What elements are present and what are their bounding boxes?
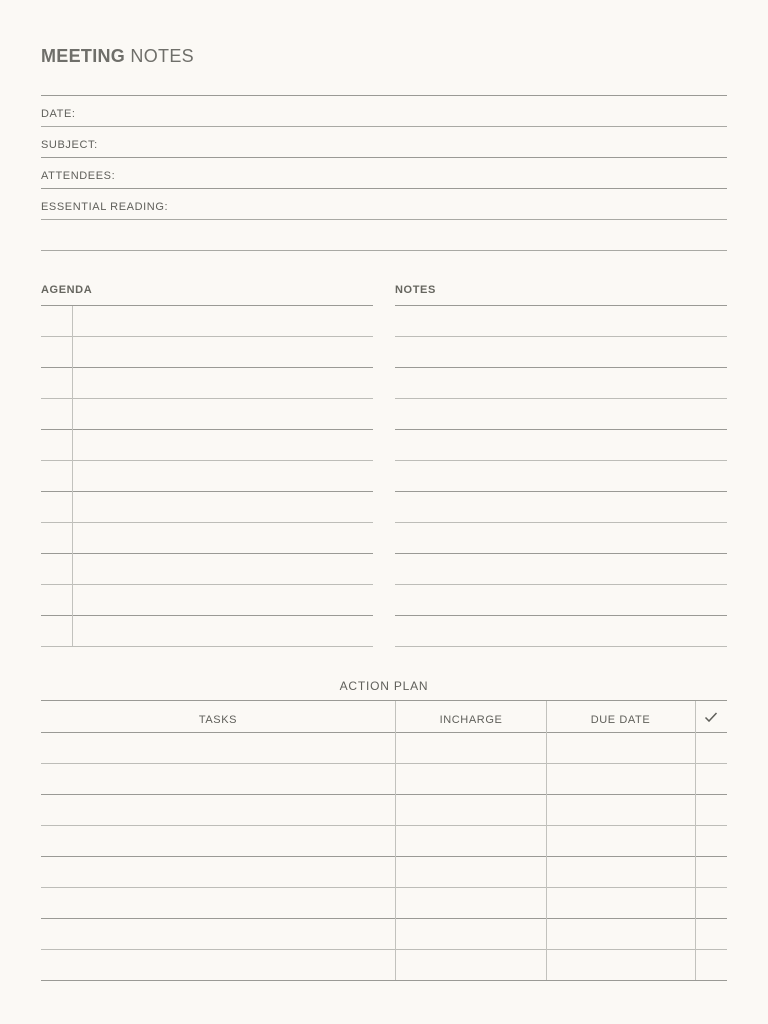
date-line[interactable]: [41, 126, 727, 127]
notes-line[interactable]: [395, 553, 727, 554]
duedate-check-divider: [695, 701, 696, 980]
action-plan-heading: ACTION PLAN: [339, 679, 429, 693]
notes-line[interactable]: [395, 305, 727, 306]
title-bold: MEETING: [41, 46, 126, 66]
incharge-column-header: INCHARGE: [439, 714, 503, 726]
checkmark-icon: [704, 711, 718, 723]
essential-reading-line-2[interactable]: [41, 250, 727, 251]
notes-line[interactable]: [395, 491, 727, 492]
agenda-line[interactable]: [41, 553, 373, 554]
notes-line[interactable]: [395, 367, 727, 368]
notes-line[interactable]: [395, 460, 727, 461]
agenda-heading: AGENDA: [41, 284, 93, 296]
agenda-line[interactable]: [41, 584, 373, 585]
notes-line[interactable]: [395, 522, 727, 523]
agenda-line[interactable]: [41, 646, 373, 647]
agenda-line[interactable]: [41, 336, 373, 337]
agenda-line[interactable]: [41, 367, 373, 368]
date-label: DATE:: [41, 108, 76, 120]
notes-line[interactable]: [395, 584, 727, 585]
tasks-incharge-divider: [395, 701, 396, 980]
action-row-line[interactable]: [41, 918, 727, 919]
attendees-label: ATTENDEES:: [41, 170, 116, 182]
title-light: NOTES: [130, 46, 194, 66]
action-row-line[interactable]: [41, 949, 727, 950]
agenda-line[interactable]: [41, 615, 373, 616]
action-row-line[interactable]: [41, 732, 727, 733]
action-row-line[interactable]: [41, 980, 727, 981]
action-row-line[interactable]: [41, 856, 727, 857]
notes-line[interactable]: [395, 615, 727, 616]
agenda-line[interactable]: [41, 305, 373, 306]
subject-line[interactable]: [41, 157, 727, 158]
agenda-line[interactable]: [41, 522, 373, 523]
action-row-line[interactable]: [41, 794, 727, 795]
agenda-line[interactable]: [41, 398, 373, 399]
attendees-line[interactable]: [41, 188, 727, 189]
agenda-line[interactable]: [41, 491, 373, 492]
notes-line[interactable]: [395, 646, 727, 647]
agenda-line[interactable]: [41, 429, 373, 430]
agenda-number-column-divider: [72, 306, 73, 646]
incharge-duedate-divider: [546, 701, 547, 980]
action-plan-top-rule: [41, 700, 727, 701]
notes-line[interactable]: [395, 398, 727, 399]
agenda-line[interactable]: [41, 460, 373, 461]
subject-label: SUBJECT:: [41, 139, 98, 151]
header-divider: [41, 95, 727, 96]
action-row-line[interactable]: [41, 763, 727, 764]
essential-reading-line[interactable]: [41, 219, 727, 220]
notes-line[interactable]: [395, 336, 727, 337]
tasks-column-header: TASKS: [198, 714, 238, 726]
page-title: [41, 46, 194, 67]
action-row-line[interactable]: [41, 887, 727, 888]
essential-reading-label: ESSENTIAL READING:: [41, 201, 169, 213]
notes-line[interactable]: [395, 429, 727, 430]
action-row-line[interactable]: [41, 825, 727, 826]
notes-heading: NOTES: [395, 284, 436, 296]
due-date-column-header: DUE DATE: [590, 714, 651, 726]
